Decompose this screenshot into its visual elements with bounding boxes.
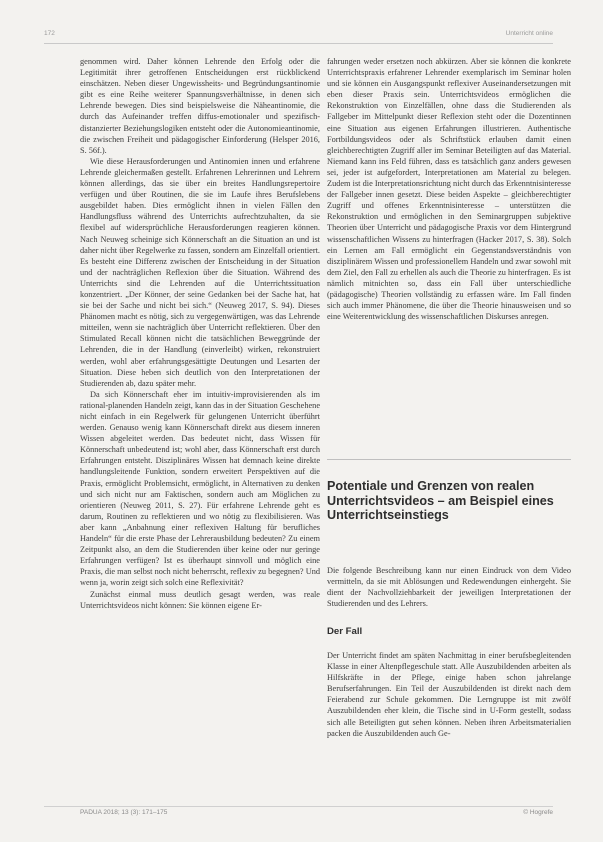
paragraph: Wie diese Herausforderungen und Antinomien innen und erfahrene Lehrende gleichermaßen gestellt. Erfahrenen Lehrerinnen und Lehrern können allerdings, das sie über ein breites Handlungsrepertoire verfügen und über Routinen, die sie im Laufe ihres Berufslebens ausgebildet haben. Dies ermöglicht ihnen in vielen Fällen den Handlungsfluss während des Unterrichts aufrechtzuhalten, da sie flexibel auf widersprüchliche Herausforderungen reagieren können. Nach Neuweg scheinige sich Könnerschaft an die Situation an und ist daher nicht über Regelwerke zu fassen, sondern am Einzelfall orientiert. Es besteht eine Differenz zwischen der Entscheidung in der Situation und der nachträglichen Reflexion über die Situation. Während des Unterrichts sind die Lehrenden auf die Unterrichtssituation konzentriert. „Der Könner, der seine Gedanken bei der Sache hat, hat sie bei der Sache und nicht bei sich.“ (Neuweg 2017, S. 94). Dieses Phänomen macht es nötig, sich zu vergegenwärtigen, was das Lehrende mitteilen, wenn sie nachträglich über Unterricht reflektieren. Über den Stimulated Recall können nicht die tatsächlichen Beweggründe der Lehrenden, die in der Handlung (einverleibt) wirken, rekonstruiert werden, wohl aber erfahrungsgesättigte Deutungen und Lesarten der Situation. Diese heben sich deutlich von den Interpretationen der Studierenden ab, dazu später mehr. [80, 156, 320, 388]
footer-divider [44, 806, 553, 807]
page-number: 172 [44, 30, 55, 37]
publisher-brand: © Hogrefe [523, 809, 553, 816]
paragraph: Da sich Könnerschaft eher im intuitiv-improvisierenden als im rational-planenden Handeln zeigt, kann das in der Situation Geschehene nicht einfach in ein Regelwerk für gelungenen Unterricht überführt werden. Genauso wenig kann Könnerschaft direkt aus diesem inneren Wissen abgeleitet werden. Das bedeutet nicht, dass Wissen für Könnerschaft unbedeutend ist; wohl aber, dass Könnerschaft erst durch Erfahrungen entsteht. Disziplinäres Wissen hat demnach keine direkte handlungsleitende Funktion, sondern erweitert Perspektiven auf die Praxis, ermöglicht Problemsicht, ermöglicht, in Alternativen zu denken und sich nicht nur am Faktischen, sondern auch am Möglichen zu orientieren (Neuweg 2011, S. 27). Für erfahrene Lehrende geht es darum, Routinen zu reflektieren und wo nötig zu flexibilisieren. Was aber kann „Anbahnung einer reflexiven Haltung für berufliches Handeln“ für die erste Phase der Lehrerausbildung bedeuten? Zu einem Zeitpunkt also, an dem die Studierenden über keine oder nur geringe Erfahrungen verfügen? Ist es überhaupt sinnvoll und möglich eine Praxis, die man selbst noch nicht beherrscht, reflexiv zu begegnen? Und wenn ja, worin zeigt sich solch eine Reflexivität? [80, 389, 320, 588]
left-column [80, 56, 320, 611]
paragraph: Zunächst einmal muss deutlich gesagt werden, was reale Unterrichtsvideos nicht können: Sie können eigene Er- [80, 589, 320, 610]
running-header [44, 30, 553, 42]
page-footer [80, 809, 553, 821]
section-intro [327, 565, 571, 609]
section-divider [327, 459, 571, 460]
journal-citation: PADUA 2018; 13 (3): 171–175 [80, 809, 168, 816]
subheading: Der Fall [327, 626, 363, 637]
right-column [327, 56, 571, 322]
paragraph: fahrungen weder ersetzen noch abkürzen. Aber sie können die konkrete Unterrichtspraxis erfahrener Lehrender exemplarisch im Seminar holen und sie können ein Ausgangspunkt reflexiver Auseinandersetzungen mit eben dieser Praxis sein. Unterrichtsvideos ermöglichen die Rekonstruktion von Einzelfällen, ohne dass die Studierenden als Fallgeber im Mittelpunkt dieser Reflexion steht oder die Dozentinnen eine Situation aus eigenen Erfahrungen illustrieren. Authentische Fortbildungsvideos oder als Schriftstück erlauben damit einen gleichberechtigten Zugriff aller im Seminar Beteiligten auf das Material. Niemand kann ins Feld führen, dass es tatsächlich ganz anders gewesen sei, jeder ist aufgefordert, Interpretationen am Material zu belegen. Zudem ist die Interpretationsrichtung nicht durch das Erkenntnisinteresse der Fallgeber innen gesetzt. Diese beiden Aspekte – gleichberechtigter Zugriff und offenes Erkenntnisinteresse – unterstützen die Rekonstruktion und ermöglichen in den Seminargruppen subjektive Theorien über Unterricht und pädagogische Praxis vor dem Hintergrund wissenschaftlichen Wissens zu hinterfragen (Hacker 2017, S. 38). Solch ein Lernen am Fall ermöglicht ein Gegenstandsverständnis von disziplinärem Wissen und professionellem Handeln und zwar sowohl mit dem Ziel, den Fall zu erhellen als auch die Theorie zu hinterfragen. Es ist nämlich mitnichten so, dass ein Fall über unterschiedliche (pädagogische) Theorien vollständig zu erfassen wäre. Im Fall finden sich auch immer Phänomene, die über die Theorie hinausweisen und so eine Weiterentwicklung des wissenschaftlichen Diskurses anregen. [327, 57, 571, 322]
paragraph: Die folgende Beschreibung kann nur einen Eindruck von dem Video vermitteln, da sie mit Ablösungen und Redewendungen einhergeht. Sie dient der Nachvollziehbarkeit der jeweiligen Interpretationen der Studierenden und des Lehrers. [327, 566, 571, 609]
paragraph: genommen wird. Daher können Lehrende den Erfolg oder die Legitimität ihrer getroffenen Entscheidungen erst rückblickend einschätzen. Neben dieser Ungewissheits- und Begründungsantinomie gibt es eine Reihe weiterer Spannungsverhältnisse, in denen sich Lehrende bewegen. Dies sind beispielsweise die Näheantinomie, die durch das Aufeinander treffen diffus-emotionaler und spezifisch-distanzierter Beziehungslogiken entsteht oder die Autonomieantinomie, die zwischen Freiheit und pädagogischer Einforderung (Helsper 2016, S. 56f.). [80, 57, 320, 155]
header-divider [44, 43, 553, 44]
section-heading: Potentiale und Grenzen von realen Unterrichtsvideos – am Beispiel eines Unterrichtseinstiegs [327, 479, 554, 523]
paragraph: Der Unterricht findet am späten Nachmittag in einer berufsbegleitenden Klasse in einer Altenpflegeschule statt. Alle Auszubildenden arbeiten als Hilfskräfte in der Pflege, einige haben schon jahrelange Berufserfahrungen. Ein Teil der Auszubildenden ist direkt nach dem Feierabend zur Schule gekommen. Die Lerngruppe ist mit zwölf Auszubildenden eher klein, die Tische sind in U-Form gestellt, sodass sich alle Beteiligten gut sehen können. Neben ihren Arbeitsmaterialien packen die Auszubildenden auch Ge- [327, 651, 571, 738]
case-text [327, 650, 571, 739]
section-label: Unterricht online [505, 30, 553, 37]
